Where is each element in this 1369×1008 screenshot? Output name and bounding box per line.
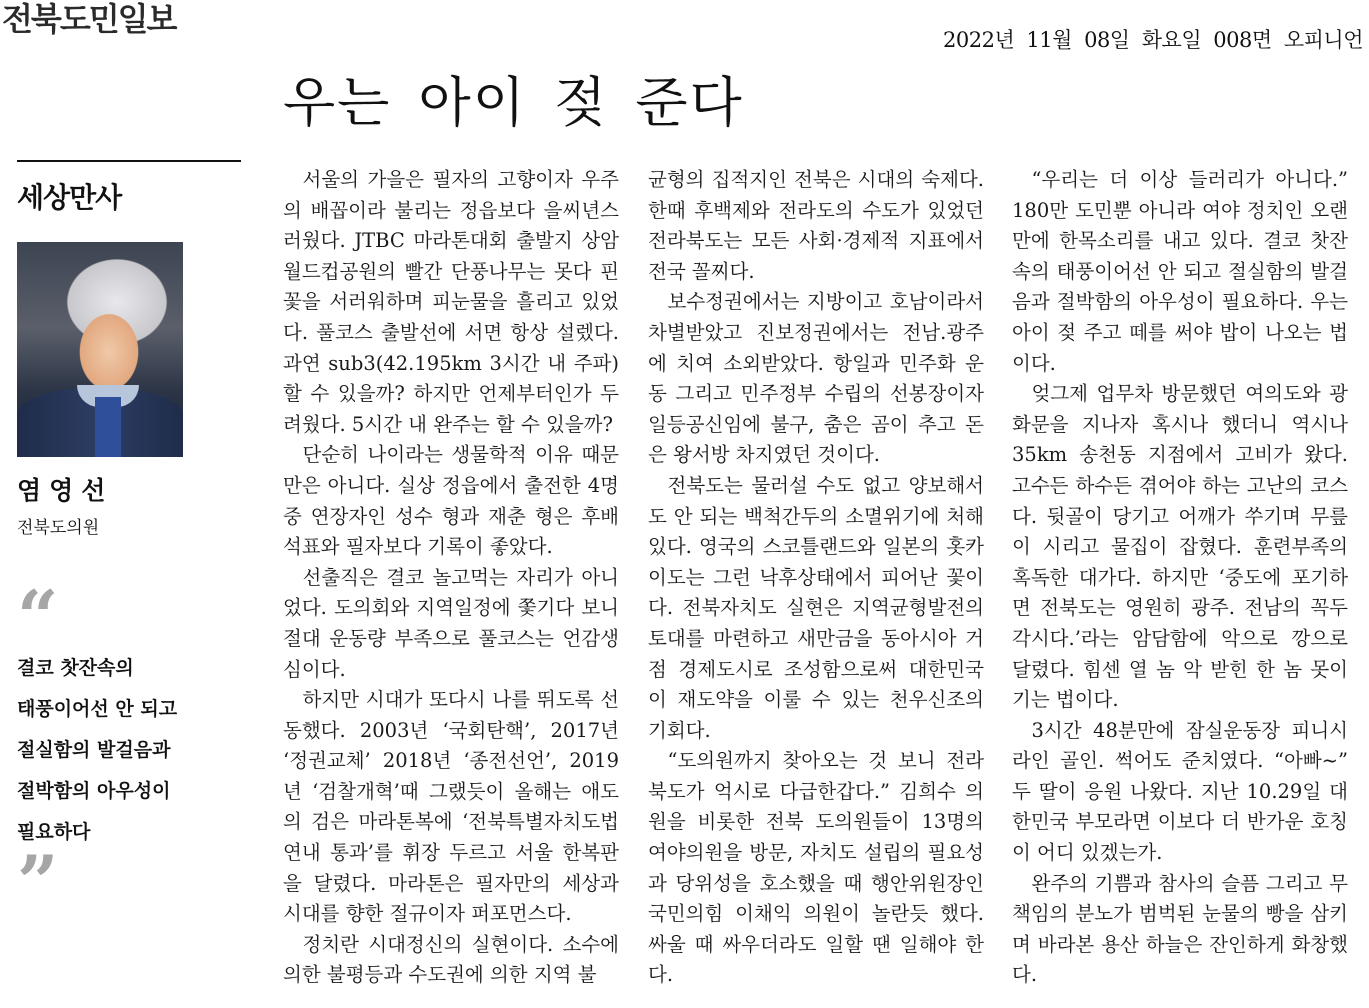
paragraph: 선출직은 결코 놀고먹는 자리가 아니었다. 도의회와 지역일정에 쫓기다 보니 절대 운동량 부족으로 풀코스는 언감생심이다. <box>283 565 619 681</box>
pull-quote-line: 필요하다 <box>17 821 91 843</box>
pull-quote-line: 태풍이어선 안 되고 <box>17 698 178 720</box>
paragraph: 서울의 가을은 필자의 고향이자 우주의 배꼽이라 불리는 정읍보다 을씨년스러웠다. JTBC 마라톤대회 출발지 상암 월드컵공원의 빨간 단풍나무는 못다 핀 꽃을 서러워하며 피눈물을 흘리고 있었다. 풀코스 출발선에 서면 항상 설렜다. 과연 sub3(42.195km 3시간 내 주파) 할 수 있을까? 하지만 언제부터인가 두려웠다. 5시간 내 완주는 할 수 있을까? <box>283 168 619 436</box>
article-column-3 <box>1012 165 1348 991</box>
column-name: 세상만사 <box>17 181 122 214</box>
pull-quote-line: 절실함의 발걸음과 <box>17 739 171 761</box>
paragraph: 완주의 기쁨과 참사의 슬픔 그리고 무책임의 분노가 범벅된 눈물의 빵을 삼키며 바라본 용산 하늘은 잔인하게 화창했다. <box>1012 871 1348 987</box>
paragraph: 단순히 나이라는 생물학적 이유 때문만은 아니다. 실상 정읍에서 출전한 4명 중 연장자인 성수 형과 재춘 형은 후배 석표와 필자보다 기록이 좋았다. <box>283 443 619 559</box>
paragraph: 정치란 시대정신의 실현이다. 소수에 의한 불평등과 수도권에 의한 지역 불 <box>283 932 619 987</box>
open-quote-icon: “ <box>17 574 59 659</box>
paragraph: 3시간 48분만에 잠실운동장 피니시라인 골인. 썩어도 준치였다. “아빠~” 두 딸이 응원 나왔다. 지난 10.29일 대한민국 부모라면 이보다 더 반가운 호칭이 어디 있겠는가. <box>1012 718 1348 865</box>
paragraph: 엊그제 업무차 방문했던 여의도와 광화문을 지나자 혹시나 했더니 역시나 35km 송천동 지점에서 고비가 왔다. 고수든 하수든 겪어야 하는 고난의 코스다. 뒷골이 당기고 어깨가 쑤기며 무릎이 시리고 물집이 잡혔다. 훈련부족의 혹독한 대가다. 하지만 ‘중도에 포기하면 전북도는 영원히 광주. 전남의 꼭두각시다.’라는 암담함에 악으로 깡으로 달렸다. 힘센 열 놈 악 받힌 한 놈 못이기는 법이다. <box>1012 382 1348 712</box>
article-headline: 우는 아이 젖 준다 <box>283 71 744 134</box>
sidebar-divider <box>17 160 241 162</box>
photo-tie-shape <box>95 397 121 457</box>
author-photo <box>17 242 183 457</box>
author-name: 염영선 <box>17 476 114 505</box>
newspaper-masthead: 전북도민일보 <box>2 0 176 38</box>
paragraph-continued: 균형의 집적지인 전북은 시대의 숙제다. 한때 후백제와 전라도의 수도가 있었던 전라북도는 모든 사회·경제적 지표에서 전국 꼴찌다. <box>648 168 984 283</box>
article-column-1 <box>283 165 619 991</box>
paragraph: 보수정권에서는 지방이고 호남이라서 차별받았고 진보정권에서는 전남.광주에 치여 소외받았다. 항일과 민주화 운동 그리고 민주정부 수립의 선봉장이자 일등공신임에 불구, 춤은 곰이 추고 돈은 왕서방 차지였던 것이다. <box>648 290 984 467</box>
pull-quote-line: 결코 찻잔속의 <box>17 657 134 679</box>
author-title: 전북도의원 <box>17 518 100 538</box>
paragraph: 전북도는 물러설 수도 없고 양보해서도 안 되는 백척간두의 소멸위기에 처해있다. 영국의 스코틀랜드와 일본의 홋카이도는 그런 낙후상태에서 피어난 꽃이다. 전북자치도 실현은 지역균형발전의 토대를 마련하고 새만금을 동아시아 거점 경제도시로 조성함으로써 대한민국이 재도약을 이룰 수 있는 천우신조의 기회다. <box>648 473 984 742</box>
article-column-2 <box>648 165 984 991</box>
publication-dateline: 2022년 11월 08일 화요일 008면 오피니언 <box>943 28 1363 52</box>
close-quote-icon: ” <box>17 839 59 924</box>
pull-quote-line: 절박함의 아우성이 <box>17 780 171 802</box>
author-sidebar <box>17 160 241 924</box>
paragraph: “우리는 더 이상 들러리가 아니다.” 180만 도민뿐 아니라 여야 정치인 오랜만에 한목소리를 내고 있다. 결코 찻잔속의 태풍이어선 안 되고 절실함의 발걸음과 절박함의 아우성이 필요하다. 우는 아이 젖 주고 떼를 써야 밥이 나오는 법이다. <box>1012 168 1348 375</box>
paragraph: “도의원까지 찾아오는 것 보니 전라북도가 억시로 다급한갑다.” 김희수 의원을 비롯한 전북 도의원들이 13명의 여야의원을 방문, 자치도 설립의 필요성과 당위성을 호소했을 때 행안위원장인 국민의힘 이채익 의원이 놀란듯 했다. 싸울 때 싸우더라도 일할 땐 일해야 한다. <box>648 749 984 987</box>
pull-quote <box>17 648 241 853</box>
paragraph: 하지만 시대가 또다시 나를 뛰도록 선동했다. 2003년 ‘국회탄핵’, 2017년 ‘정권교체’ 2018년 ‘종전선언’, 2019년 ‘검찰개혁’때 그랬듯이 올해는 애도의 검은 마라톤복에 ‘전북특별자치도법 연내 통과’를 휘장 두르고 서울 한복판을 달렸다. 마라톤은 필자만의 세상과 시대를 향한 절규이자 퍼포먼스다. <box>283 688 619 926</box>
